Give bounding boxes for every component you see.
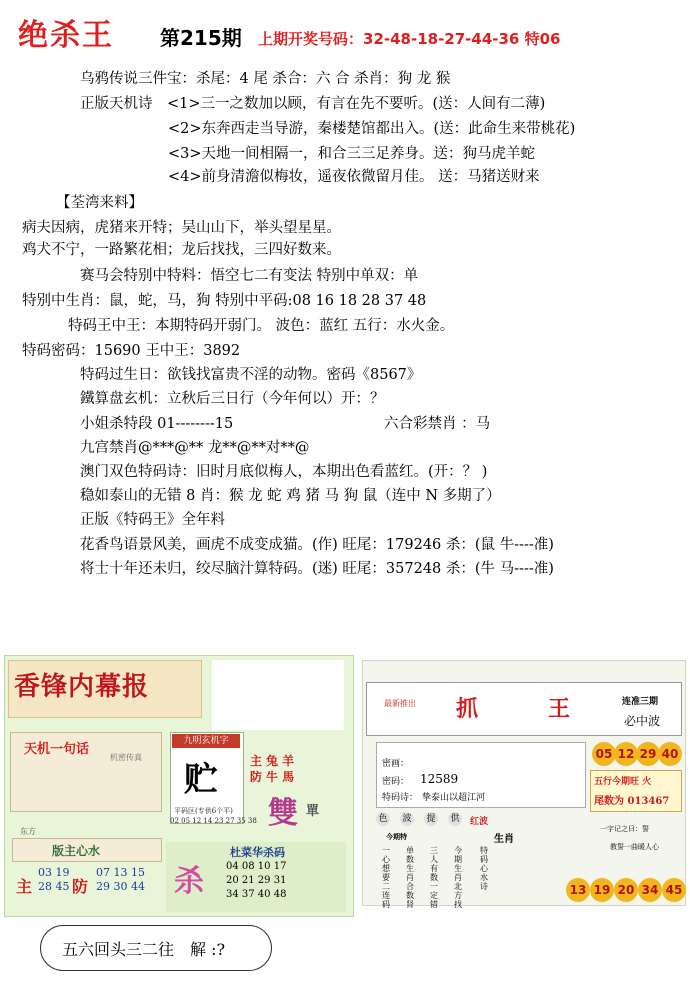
bubble-text: 五六回头三二往 解 :? — [62, 940, 226, 959]
ball-top-3: 29 — [636, 742, 660, 766]
mima-value: 12589 — [420, 772, 459, 786]
ball-bottom-5: 45 — [662, 878, 686, 902]
jinqi-label: 今期特 — [386, 832, 407, 841]
verse-col-5: 特码心水诗 — [480, 846, 488, 891]
text-line: 特码王中王：本期特码开弱门。 波色：蓝红 五行：水火金。 — [68, 318, 455, 334]
seban-3: 提 — [424, 812, 438, 826]
dan-character: 單 — [306, 804, 320, 819]
mishang-label: 密画： — [382, 759, 410, 769]
wuxing-text: 五行今期旺 火 — [594, 777, 652, 787]
text-line: 正版天机诗 <1>三一之数加以顾，有言在先不要听。(送：人间有二薄) — [80, 96, 546, 112]
text-line: 鐵算盘玄机：立秋后三日行（今年何以）开：？ — [80, 391, 385, 407]
banner-title: 香锋内幕报 — [14, 672, 150, 702]
page-title: 绝杀王 — [18, 18, 114, 53]
temashi-label: 特码诗： — [382, 793, 419, 803]
ball-bottom-3: 20 — [614, 878, 638, 902]
zhu-values: 03 19 28 45 — [38, 866, 70, 893]
pingma-numbers: 02 05 12 14 23 27 35 38 — [170, 817, 257, 825]
mima-label: 密码： — [382, 777, 410, 787]
yijuhua-text: 一字记之曰：誓 — [600, 825, 649, 833]
ball-bottom-2: 19 — [590, 878, 614, 902]
last-draw-numbers: 上期开奖号码：32-48-18-27-44-36 特06 — [258, 30, 561, 48]
hongbo-label: 红波 — [470, 817, 489, 827]
verse-col-3: 三人有数一定错 — [430, 846, 438, 909]
seban-1: 色 — [376, 812, 390, 826]
pingma-label: 平码区(专供6个平) — [174, 807, 233, 815]
ball-top-2: 12 — [614, 742, 638, 766]
ball-bottom-4: 34 — [638, 878, 662, 902]
zhu-zodiac: 兔 羊 — [266, 754, 295, 768]
bizhongbo-label: 必中波 — [624, 714, 661, 728]
text-line: 特码密码：15690 王中王：3892 — [22, 343, 241, 359]
shengxiao-label: 生肖 — [494, 834, 514, 845]
text-line: 稳如泰山的无错 8 肖：猴 龙 蛇 鸡 猪 马 狗 鼠（连中 N 多期了） — [80, 488, 501, 504]
text-line: 赛马会特别中特料：悟空七二有变法 特别中单双：单 — [80, 268, 419, 284]
text-line: 小姐杀特段 01--------15 — [80, 416, 234, 432]
ball-top-1: 05 — [592, 742, 616, 766]
big-character: 贮 — [184, 760, 218, 800]
xiaoshu-title: 九明玄机字 — [172, 734, 240, 748]
text-line: <4>前身清澹似梅妆，遥夜依微留月佳。 送：马猪送财来 — [168, 169, 540, 185]
text-line: 九宫禁肖@***@** 龙**@**对**@ — [80, 440, 310, 456]
tianji-sub: 机密传真 — [110, 753, 142, 762]
ball-top-4: 40 — [658, 742, 682, 766]
ball-bottom-1: 13 — [566, 878, 590, 902]
jiehua-title: 杜菜华杀码 — [230, 846, 285, 859]
text-line: 鸡犬不宁，一路繁花相；龙后找找，三四好数来。 — [22, 242, 341, 258]
title-right: 王 — [548, 696, 571, 722]
verse-col-2: 单数生肖合数肾 — [406, 846, 414, 909]
text-line: 将士十年还未归，绞尽脑汁算特码。(迷) 旺尾：357248 杀：(牛 马----准) — [80, 561, 554, 577]
tianji-title: 天机一句话 — [24, 742, 90, 757]
fang-values: 07 13 15 29 30 44 — [96, 866, 145, 893]
fang-zodiac-label: 防 — [250, 770, 263, 784]
fang-zodiac: 牛 馬 — [266, 770, 295, 784]
xinshui-title: 版主心水 — [52, 844, 101, 858]
text-line: <3>天地一间相隔一，和合三三足养身。送：狗马虎羊蛇 — [168, 146, 536, 162]
text-line: 特别中生肖：鼠，蛇，马，狗 特别中平码:08 16 18 28 37 48 — [22, 293, 427, 309]
zhu-zodiac-label: 主 — [250, 754, 263, 768]
fang-label: 防 — [72, 877, 89, 896]
blank-box — [212, 660, 344, 730]
lianzhun-label: 连准三期 — [622, 697, 659, 707]
temashi-value: 挚泰山以超江河 — [422, 793, 486, 803]
text-line: 澳门双色特码诗：旧时月底似梅人，本期出色看蓝红。(开：？ ) — [80, 464, 488, 480]
verse-col-1: 一心想要二连码 — [382, 846, 390, 909]
text-line: 病夫因病，虎猪来开特；吴山山下，举头望星星。 — [22, 220, 341, 236]
text-line: <2>东奔西走当导游，秦楼楚馆都出入。(送：此命生来带桃花) — [168, 121, 576, 137]
seban-4: 供 — [448, 812, 462, 826]
text-line: 【荃湾来料】 — [56, 195, 143, 211]
text-line: 花香鸟语景风美，画虎不成变成猫。(作) 旺尾：179246 杀：(鼠 牛----准) — [80, 537, 554, 553]
text-line: 特码过生日：欲钱找富贵不淫的动物。密码《8567》 — [80, 367, 422, 383]
jiehua-numbers: 04 08 10 17 20 21 29 31 34 37 40 48 — [226, 861, 287, 900]
sha-character: 杀 — [174, 864, 204, 899]
zhu-label: 主 — [16, 877, 33, 896]
seban-2: 波 — [400, 812, 414, 826]
text-line: 正版《特码王》全年料 — [80, 512, 225, 528]
text-line: 乌鸦传说三件宝：杀尾：4 尾 杀合：六 合 杀肖：狗 龙 猴 — [80, 71, 451, 87]
text-line: 六合彩禁肖 ：马 — [384, 416, 491, 432]
gongzi-text: 教誓一曲暖人心 — [610, 843, 659, 851]
weishu-text: 尾数为 013467 — [594, 796, 670, 807]
zuixin-label: 最新推出 — [384, 699, 416, 708]
xinshui-label: 东方 — [20, 827, 36, 836]
verse-col-4: 今期生肖北方找 — [454, 846, 462, 909]
title-left: 抓 — [456, 696, 479, 722]
shuang-character: 雙 — [268, 796, 298, 831]
issue-number: 第215期 — [160, 26, 242, 50]
